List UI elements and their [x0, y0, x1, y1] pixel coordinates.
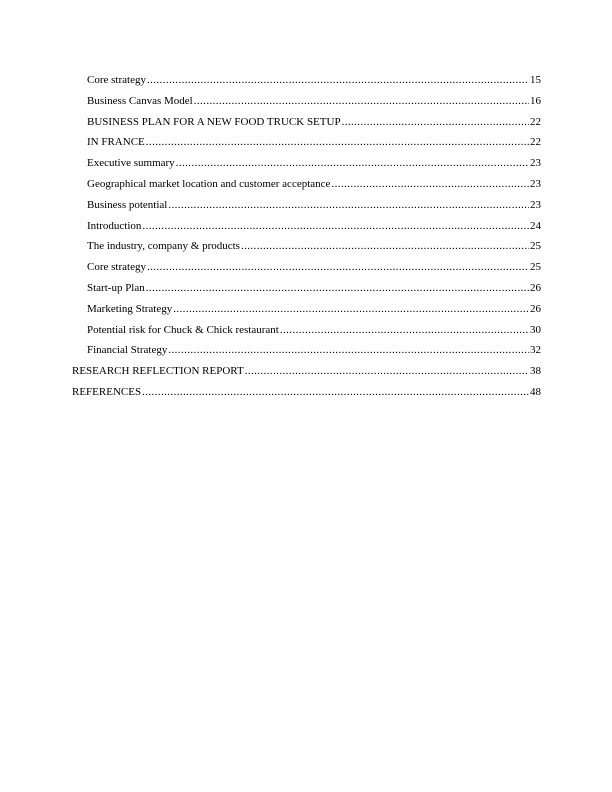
toc-entry-title: Financial Strategy	[87, 344, 168, 357]
toc-page-number: 16	[530, 94, 541, 107]
toc-entry-title: IN FRANCE	[87, 136, 145, 149]
toc-entry-title: Geographical market location and customer acceptance	[87, 177, 331, 190]
toc-dot-leader	[147, 70, 529, 91]
toc-entry[interactable]	[72, 257, 541, 278]
toc-dot-leader	[147, 257, 529, 278]
toc-entry-title: Executive summary	[87, 157, 175, 170]
toc-page-number: 26	[530, 281, 541, 294]
toc-dot-leader	[245, 361, 529, 382]
toc-dot-leader	[241, 236, 529, 257]
toc-entry-title: Introduction	[87, 219, 142, 232]
toc-dot-leader	[331, 174, 529, 195]
toc-entry-title: REFERENCES	[72, 385, 142, 398]
toc-entry[interactable]	[72, 132, 541, 153]
toc-dot-leader	[168, 195, 529, 216]
toc-entry[interactable]	[72, 361, 541, 382]
toc-page-number: 15	[530, 74, 541, 86]
toc-dot-leader	[342, 112, 529, 133]
toc-page-number: 23	[530, 157, 541, 170]
toc-page-number: 26	[530, 302, 541, 315]
toc-dot-leader	[173, 299, 529, 320]
toc-entry-title: Start-up Plan	[87, 281, 145, 294]
toc-dot-leader	[142, 382, 529, 403]
toc-page-number: 25	[530, 240, 541, 253]
toc-entry[interactable]	[72, 236, 541, 257]
toc-entry-title: Potential risk for Chuck & Chick restaurant	[87, 323, 279, 336]
toc-dot-leader	[168, 340, 529, 361]
toc-entry-title: Marketing Strategy	[87, 302, 173, 315]
toc-entry[interactable]	[72, 382, 541, 403]
toc-page-number: 30	[530, 323, 541, 336]
toc-page-number: 48	[530, 385, 541, 398]
toc-page-number: 24	[530, 219, 541, 232]
toc-entry-title: RESEARCH REFLECTION REPORT	[72, 365, 244, 378]
toc-entry[interactable]	[72, 195, 541, 216]
toc-dot-leader	[176, 153, 529, 174]
toc-entry-title: The industry, company & products	[87, 240, 240, 253]
toc-entry-title: Business potential	[87, 198, 168, 211]
toc-entry[interactable]	[72, 153, 541, 174]
toc-page-number: 38	[530, 365, 541, 378]
toc-entry[interactable]	[72, 174, 541, 195]
toc-dot-leader	[280, 320, 529, 341]
toc-dot-leader	[146, 278, 529, 299]
toc-page-number: 25	[530, 261, 541, 274]
toc-entry[interactable]	[72, 91, 541, 112]
toc-dot-leader	[146, 132, 529, 153]
toc-page-number: 23	[530, 198, 541, 211]
toc-entry[interactable]	[72, 70, 541, 91]
toc-entry[interactable]	[72, 340, 541, 361]
toc-page-number: 22	[530, 136, 541, 149]
toc-dot-leader	[142, 216, 529, 237]
toc-page-number: 32	[530, 344, 541, 357]
toc-entry[interactable]	[72, 320, 541, 341]
toc-entry-title: Core strategy	[87, 74, 146, 86]
toc-entry[interactable]	[72, 216, 541, 237]
toc-entry[interactable]	[72, 112, 541, 133]
toc-entry[interactable]	[72, 278, 541, 299]
toc-entry-title: Business Canvas Model	[87, 94, 193, 107]
toc-page-number: 23	[530, 177, 541, 190]
toc-entry[interactable]	[72, 299, 541, 320]
toc-entry-title: BUSINESS PLAN FOR A NEW FOOD TRUCK SETUP	[87, 115, 341, 128]
toc-page-number: 22	[530, 115, 541, 128]
toc-dot-leader	[194, 91, 529, 112]
toc-entry-title: Core strategy	[87, 261, 146, 274]
table-of-contents	[72, 70, 541, 403]
